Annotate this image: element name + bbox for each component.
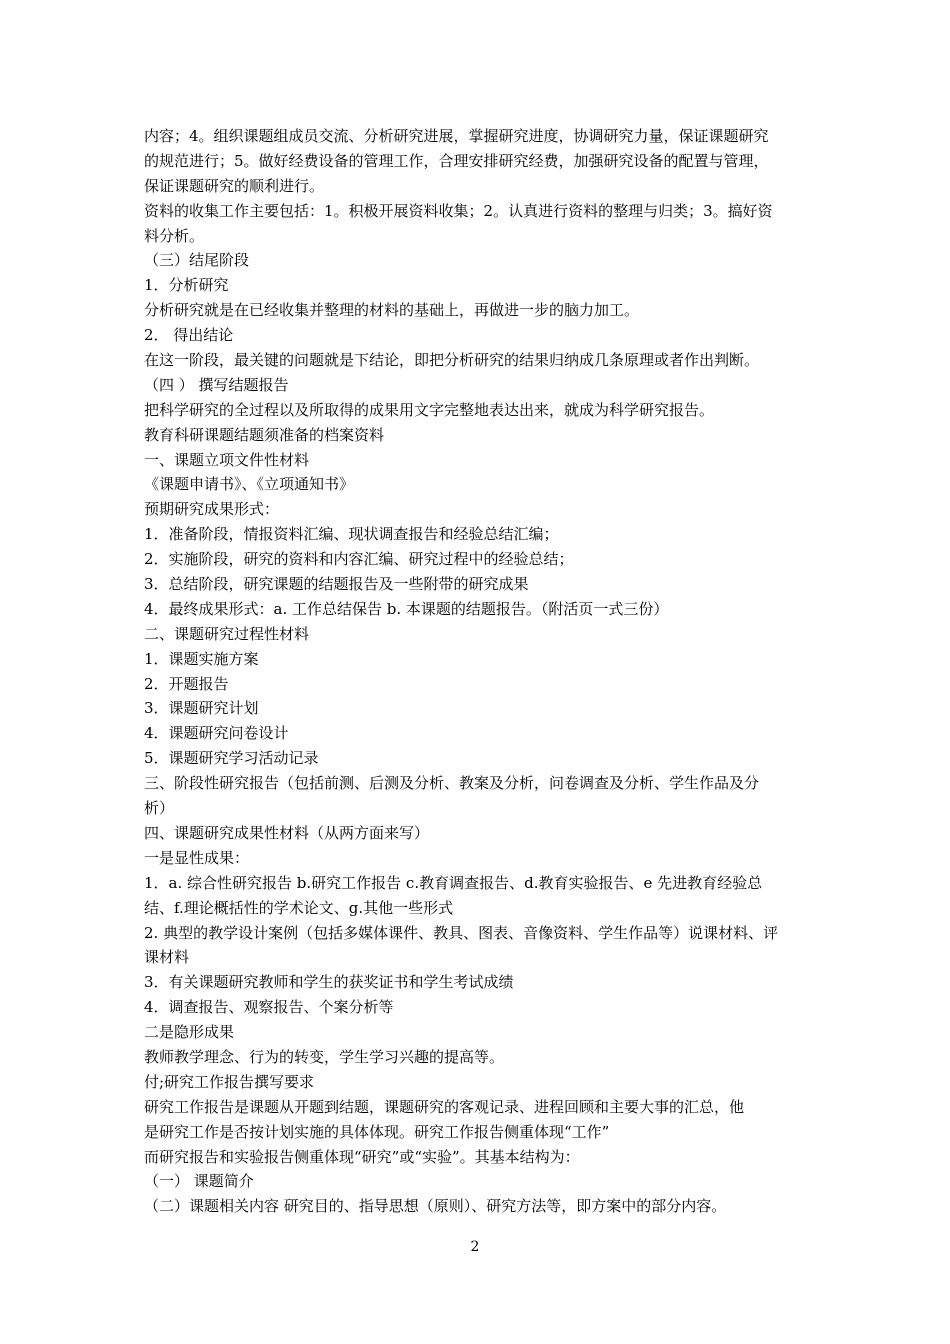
section-heading: （三）结尾阶段 [144,251,250,270]
list-item: 3．有关课题研究教师和学生的获奖证书和学生考试成绩 [144,973,514,992]
text-line: 保证课题研究的顺利进行。 [144,176,325,195]
section-heading: （四 ） 撰写结题报告 [144,375,289,394]
list-item: 2. 典型的教学设计案例（包括多媒体课件、教具、图表、音像资料、学生作品等）说课材料、评 [144,923,779,942]
text-line: 分析研究就是在已经收集并整理的材料的基础上，再做进一步的脑力加工。 [144,301,640,320]
page-number: 2 [470,1239,480,1255]
list-item: 2．实施阶段，研究的资料和内容汇编、研究过程中的经验总结； [144,550,574,569]
section-heading: 三、阶段性研究报告（包括前测、后测及分析、教案及分析，问卷调查及分析、学生作品及分 [144,774,760,793]
section-heading: （一） 课题简介 [144,1172,254,1191]
text-line: 析） [144,799,175,818]
text-line: 二是隐形成果 [144,1023,235,1042]
list-item: 3．总结阶段，研究课题的结题报告及一些附带的研究成果 [144,575,529,594]
text-line: 预期研究成果形式： [144,500,280,519]
list-item: 4．最终成果形式：a. 工作总结保告 b. 本课题的结题报告。（附活页一式三份） [144,599,669,618]
text-line: 课材料 [144,948,190,967]
list-item: 5．课题研究学习活动记录 [144,749,319,768]
text-line: 资料的收集工作主要包括：1。积极开展资料收集；2。认真进行资料的整理与归类；3。搞好资 [144,201,773,220]
text-line: 教师教学理念、行为的转变，学生学习兴趣的提高等。 [144,1047,505,1066]
text-line: 内容；4。组织课题组成员交流、分析研究进展，掌握研究进度，协调研究力量，保证课题研究 [144,127,769,145]
section-heading: 四、课题研究成果性材料（从两方面来写） [144,823,430,842]
text-line: （二）课题相关内容 研究目的、指导思想（原则）、研究方法等，即方案中的部分内容。 [144,1197,727,1216]
text-line: 2． 得出结论 [144,326,234,345]
text-line: 研究工作报告是课题从开题到结题，课题研究的客观记录、进程回顾和主要大事的汇总，他 [144,1097,745,1116]
text-line: 料分析。 [144,226,205,245]
text-line: 结、f.理论概括性的学术论文、g.其他一些形式 [144,898,454,917]
text-line: 而研究报告和实验报告侧重体现“研究”或“实验”。其基本结构为： [144,1147,580,1166]
text-line: 的规范进行；5。做好经费设备的管理工作，合理安排研究经费，加强研究设备的配置与管理， [144,151,769,170]
text-line: 把科学研究的全过程以及所取得的成果用文字完整地表达出来，就成为科学研究报告。 [144,400,715,419]
section-heading: 一、课题立项文件性材料 [144,450,310,469]
text-line: 《课题申请书》、《立项通知书》 [144,475,355,494]
section-heading: 教育科研课题结题须准备的档案资料 [144,425,385,444]
list-item: 4．课题研究问卷设计 [144,724,289,743]
list-item: 3．课题研究计划 [144,699,259,718]
list-item: 1．准备阶段，情报资料汇编、现状调查报告和经验总结汇编； [144,525,559,544]
list-item: 2．开题报告 [144,674,229,693]
list-item: 1．课题实施方案 [144,649,259,668]
list-item: 1．a. 综合性研究报告 b.研究工作报告 c.教育调查报告、d.教育实验报告、e 先进教育经验总 [144,873,763,892]
text-line: 是研究工作是否按计划实施的具体体现。研究工作报告侧重体现“工作” [144,1122,610,1141]
document-body [144,124,812,1219]
text-line: 1．分析研究 [144,276,229,295]
section-heading: 付;研究工作报告撰写要求 [144,1072,315,1091]
list-item: 4．调查报告、观察报告、个案分析等 [144,998,394,1017]
text-line: 在这一阶段，最关键的问题就是下结论，即把分析研究的结果归纳成几条原理或者作出判断。 [144,351,760,370]
text-line: 一是显性成果： [144,848,250,867]
section-heading: 二、课题研究过程性材料 [144,624,310,643]
